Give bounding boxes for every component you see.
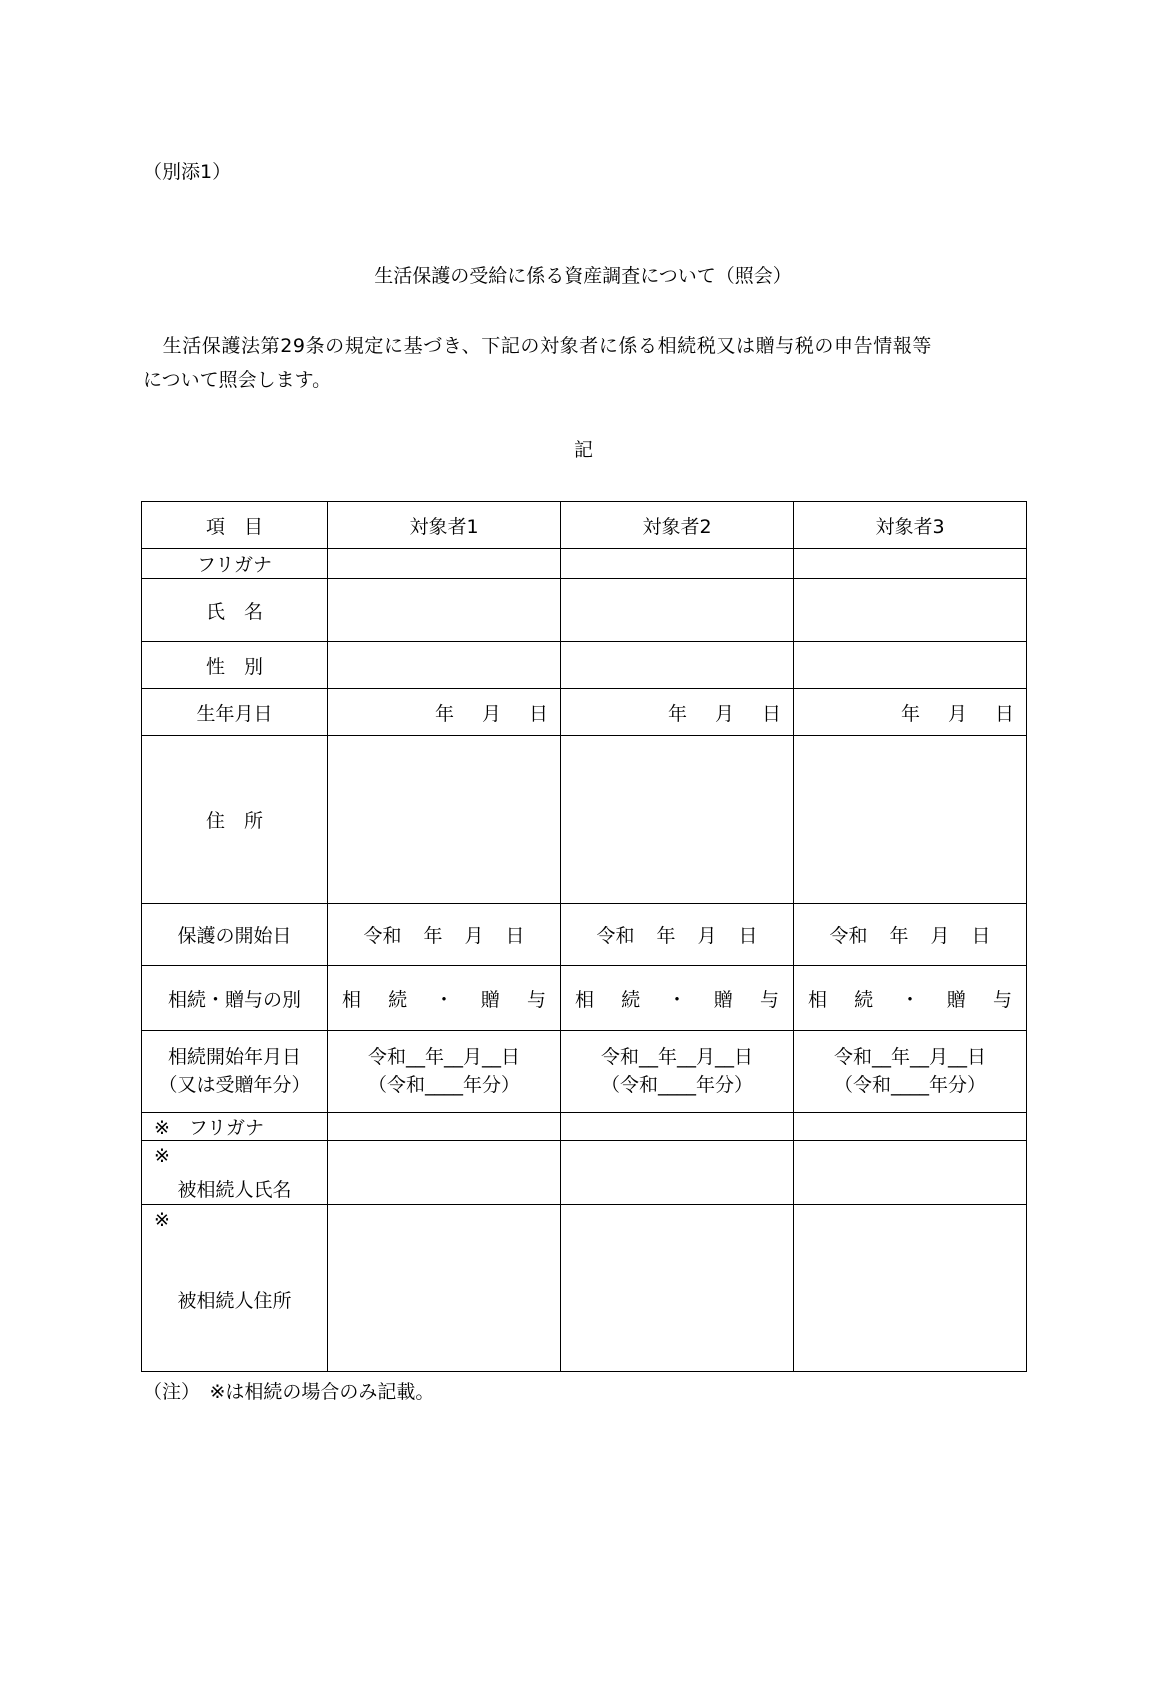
month: 月	[697, 925, 717, 947]
dob-row	[142, 689, 1027, 736]
dob-cell-3[interactable]	[794, 689, 1027, 736]
header-item: 項 目	[142, 502, 328, 549]
furigana-cell-1[interactable]	[328, 549, 561, 579]
kind-char: 贈	[480, 988, 500, 1011]
inherit-value-line-1: 令和__年__月__日	[367, 1045, 520, 1068]
header-subject-3: 対象者3	[794, 502, 1027, 549]
kind-char: 与	[759, 988, 779, 1011]
start-date-cell-3[interactable]	[794, 904, 1027, 966]
start-date-label: 保護の開始日	[142, 904, 328, 966]
kind-char: 与	[992, 988, 1012, 1011]
inherit-date-label	[142, 1031, 328, 1113]
decedent-name-cell-3[interactable]	[794, 1141, 1027, 1205]
sex-cell-3[interactable]	[794, 642, 1027, 689]
kind-char: 相	[575, 988, 595, 1011]
inherit-value-line-2: （令和____年分）	[833, 1073, 986, 1096]
year: 年	[423, 925, 443, 947]
decedent-name-label	[142, 1141, 328, 1205]
decedent-address-text: 被相続人住所	[177, 1290, 292, 1312]
dob-cell-1[interactable]	[328, 689, 561, 736]
kome-mark: ※	[154, 1145, 170, 1167]
decedent-furigana-label: ※ フリガナ	[142, 1113, 328, 1141]
name-row	[142, 579, 1027, 642]
dob-day: 日	[528, 702, 548, 725]
header-subject-1: 対象者1	[328, 502, 561, 549]
name-cell-1[interactable]	[328, 579, 561, 642]
inherit-value-line-1: 令和__年__月__日	[833, 1045, 986, 1068]
kind-char: 与	[526, 988, 546, 1011]
decedent-address-cell-2[interactable]	[561, 1205, 794, 1372]
era: 令和	[363, 925, 402, 947]
kind-char: 続	[621, 988, 641, 1011]
dob-month: 月	[714, 702, 734, 725]
kind-label: 相続・贈与の別	[142, 966, 328, 1031]
inherit-date-cell-1[interactable]	[328, 1031, 561, 1113]
year: 年	[889, 925, 909, 947]
inquiry-table	[141, 501, 1027, 1372]
furigana-label: フリガナ	[142, 549, 328, 579]
decedent-furigana-cell-3[interactable]	[794, 1113, 1027, 1141]
start-date-cell-1[interactable]	[328, 904, 561, 966]
address-cell-2[interactable]	[561, 736, 794, 904]
inherit-label-line-1: 相続開始年月日	[167, 1045, 301, 1068]
dob-month: 月	[947, 702, 967, 725]
inherit-value-line-2: （令和____年分）	[367, 1073, 520, 1096]
address-row	[142, 736, 1027, 904]
sex-label: 性 別	[142, 642, 328, 689]
kind-char: 贈	[946, 988, 966, 1011]
era: 令和	[829, 925, 868, 947]
year: 年	[656, 925, 676, 947]
day: 日	[971, 925, 991, 947]
header-row	[142, 502, 1027, 549]
footnote: （注） ※は相続の場合のみ記載。	[143, 1381, 435, 1403]
sex-cell-1[interactable]	[328, 642, 561, 689]
era: 令和	[596, 925, 635, 947]
kind-cell-3[interactable]	[794, 966, 1027, 1031]
month: 月	[464, 925, 484, 947]
furigana-cell-2[interactable]	[561, 549, 794, 579]
kind-char: 続	[854, 988, 874, 1011]
inherit-date-cell-2[interactable]	[561, 1031, 794, 1113]
decedent-furigana-cell-1[interactable]	[328, 1113, 561, 1141]
dob-year: 年	[667, 702, 687, 725]
body-text-line-2: について照会します。	[143, 369, 332, 391]
kind-cell-1[interactable]	[328, 966, 561, 1031]
name-cell-2[interactable]	[561, 579, 794, 642]
kind-char: ・	[900, 988, 920, 1011]
kind-char: 相	[808, 988, 828, 1011]
inherit-value-line-2: （令和____年分）	[600, 1073, 753, 1096]
furigana-row	[142, 549, 1027, 579]
address-cell-3[interactable]	[794, 736, 1027, 904]
decedent-name-cell-2[interactable]	[561, 1141, 794, 1205]
inherit-label-line-2: （又は受贈年分）	[158, 1073, 311, 1096]
dob-cell-2[interactable]	[561, 689, 794, 736]
decedent-name-text: 被相続人氏名	[177, 1179, 292, 1201]
dob-year: 年	[434, 702, 454, 725]
dob-month: 月	[481, 702, 501, 725]
kind-char: ・	[667, 988, 687, 1011]
inherit-date-row	[142, 1031, 1027, 1113]
dob-label: 生年月日	[142, 689, 328, 736]
furigana-cell-3[interactable]	[794, 549, 1027, 579]
decedent-furigana-cell-2[interactable]	[561, 1113, 794, 1141]
address-label: 住 所	[142, 736, 328, 904]
body-text-line-1: 生活保護法第29条の規定に基づき、下記の対象者に係る相続税又は贈与税の申告情報等	[143, 335, 933, 357]
decedent-name-row	[142, 1141, 1027, 1205]
dob-year: 年	[900, 702, 920, 725]
sex-cell-2[interactable]	[561, 642, 794, 689]
sex-row	[142, 642, 1027, 689]
kind-char: ・	[434, 988, 454, 1011]
name-cell-3[interactable]	[794, 579, 1027, 642]
kind-cell-2[interactable]	[561, 966, 794, 1031]
attachment-label: （別添1）	[143, 161, 232, 183]
start-date-row	[142, 904, 1027, 966]
kind-row	[142, 966, 1027, 1031]
decedent-name-cell-1[interactable]	[328, 1141, 561, 1205]
name-label: 氏 名	[142, 579, 328, 642]
day: 日	[738, 925, 758, 947]
start-date-cell-2[interactable]	[561, 904, 794, 966]
kome-mark: ※	[154, 1209, 170, 1231]
inherit-date-cell-3[interactable]	[794, 1031, 1027, 1113]
decedent-address-cell-1[interactable]	[328, 1205, 561, 1372]
month: 月	[930, 925, 950, 947]
decedent-address-label	[142, 1205, 328, 1372]
address-cell-1[interactable]	[328, 736, 561, 904]
kind-char: 贈	[713, 988, 733, 1011]
ki-heading: 記	[574, 439, 594, 461]
dob-day: 日	[994, 702, 1014, 725]
day: 日	[505, 925, 525, 947]
kind-char: 相	[342, 988, 362, 1011]
document-title: 生活保護の受給に係る資産調査について（照会）	[374, 265, 792, 287]
decedent-address-row	[142, 1205, 1027, 1372]
decedent-furigana-row	[142, 1113, 1027, 1141]
kind-char: 続	[388, 988, 408, 1011]
header-subject-2: 対象者2	[561, 502, 794, 549]
dob-day: 日	[761, 702, 781, 725]
inherit-value-line-1: 令和__年__月__日	[600, 1045, 753, 1068]
decedent-address-cell-3[interactable]	[794, 1205, 1027, 1372]
